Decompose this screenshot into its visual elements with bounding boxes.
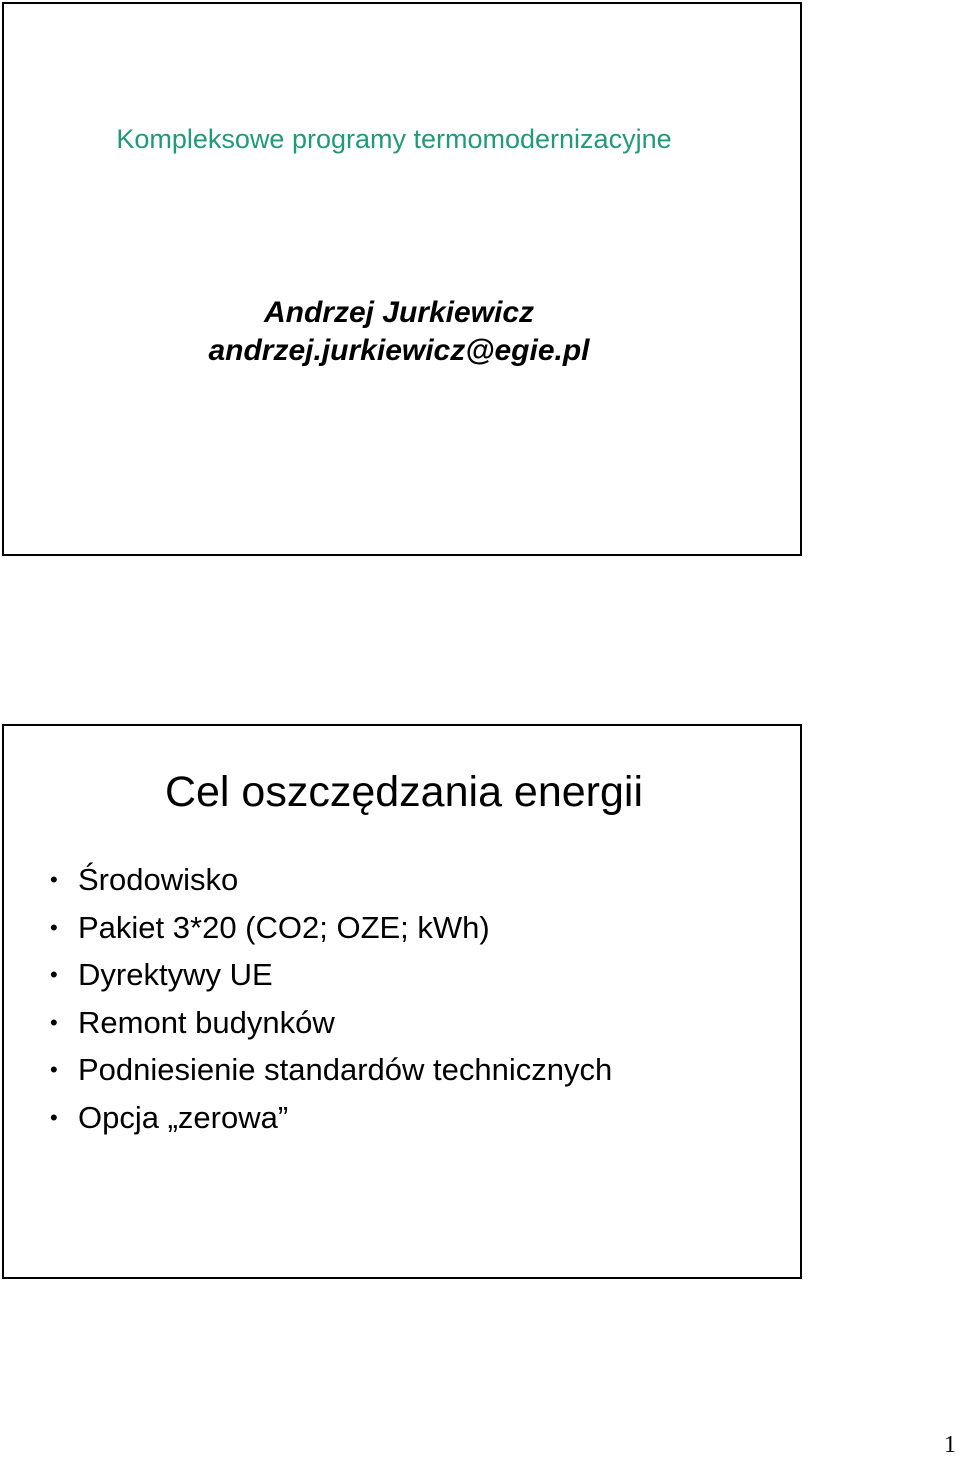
slide-2-title: Cel oszczędzania energii (164, 768, 644, 816)
bullet-text: Dyrektywy UE (78, 957, 273, 992)
bullet-icon: • (50, 867, 58, 892)
list-item (42, 951, 612, 999)
author-block (4, 294, 794, 370)
list-item (42, 904, 612, 952)
list-item (42, 1094, 612, 1142)
bullet-icon: • (50, 1057, 58, 1082)
bullet-text: Podniesienie standardów technicznych (78, 1052, 613, 1087)
slide-1 (2, 2, 802, 556)
author-name: Andrzej Jurkiewicz (263, 296, 535, 329)
slide-2 (2, 724, 802, 1279)
bullet-icon: • (50, 1009, 58, 1035)
list-item (42, 1046, 612, 1094)
bullet-text: Opcja „zerowa” (78, 1099, 289, 1135)
page-number: 1 (944, 1432, 956, 1458)
bullet-text: Remont budynków (78, 1004, 335, 1040)
bullet-list (42, 856, 612, 1141)
list-item (42, 856, 612, 904)
bullet-text: Pakiet 3*20 (CO2; OZE; kWh) (78, 909, 490, 945)
bullet-icon: • (50, 1104, 58, 1130)
author-email: andrzej.jurkiewicz@egie.pl (208, 334, 590, 367)
bullet-text: Środowisko (78, 862, 239, 897)
bullet-icon: • (50, 914, 58, 940)
list-item (42, 999, 612, 1047)
slide-1-title: Kompleksowe programy termomodernizacyjne (116, 124, 672, 154)
bullet-icon: • (50, 962, 58, 987)
